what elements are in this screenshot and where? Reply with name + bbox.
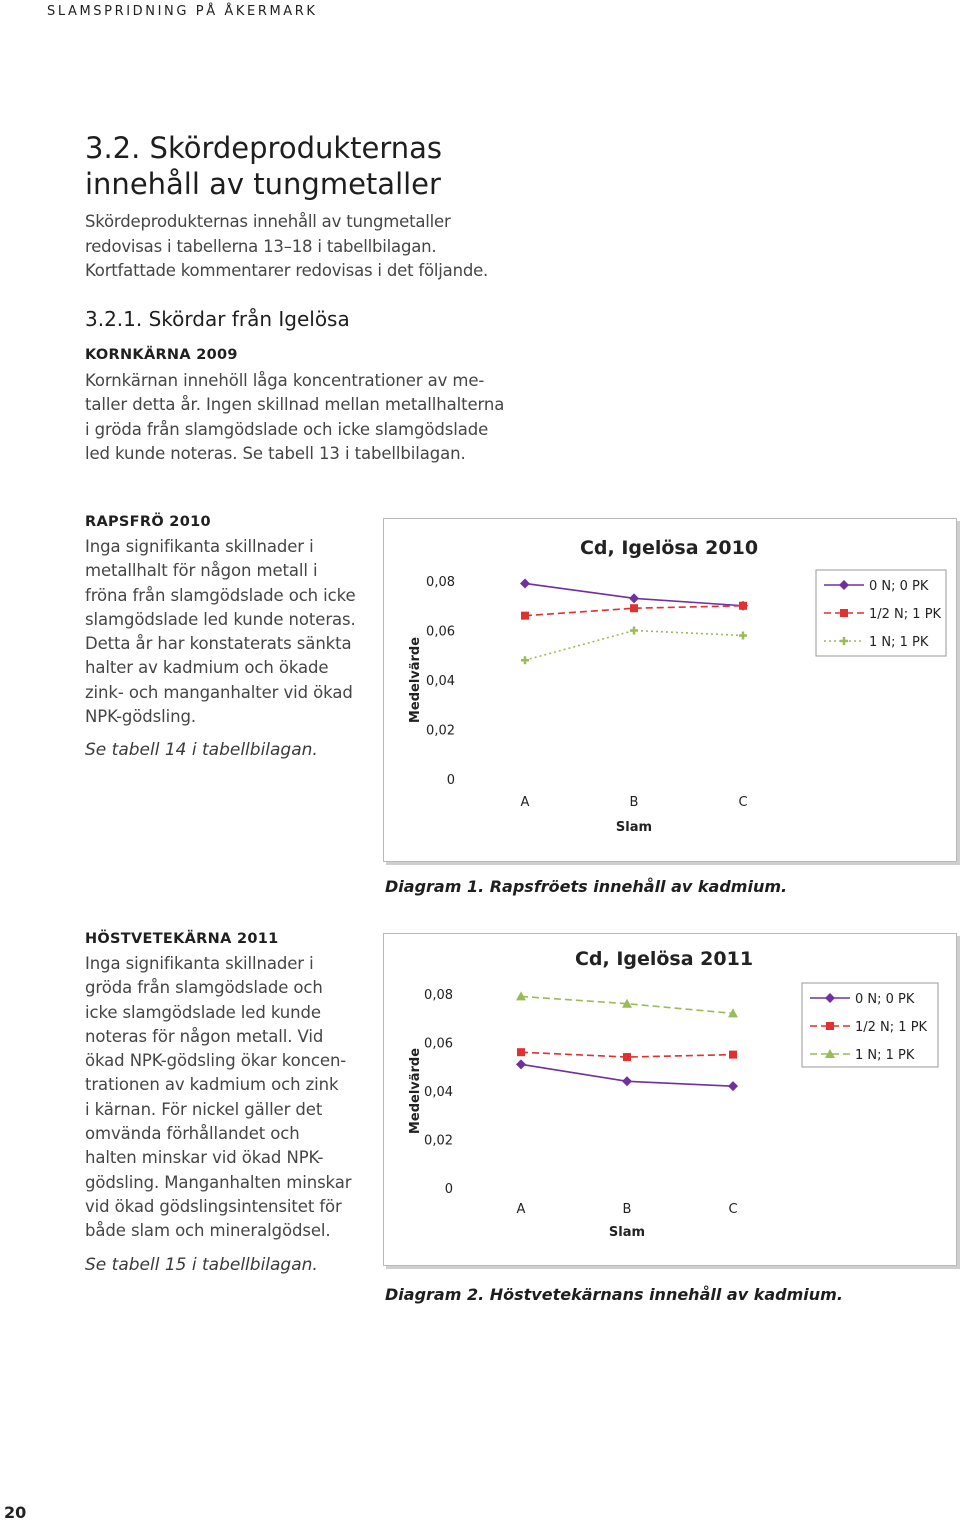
legend-label: 0 N; 0 PK bbox=[869, 579, 929, 594]
x-tick-label: A bbox=[520, 795, 530, 810]
y-tick-label: 0,02 bbox=[426, 723, 455, 739]
data-point-marker bbox=[728, 1081, 738, 1091]
series-2 bbox=[516, 991, 738, 1017]
chart-cd-2010-svg bbox=[383, 518, 957, 862]
legend-label: 1 N; 1 PK bbox=[855, 1048, 915, 1063]
y-tick-label: 0 bbox=[446, 773, 455, 788]
rapsfro-table-reference: Se tabell 14 i tabellbilagan. bbox=[85, 740, 318, 760]
y-tick-label: 0,04 bbox=[426, 674, 455, 689]
paragraph-line: Inga signifikanta skillnader i bbox=[85, 954, 314, 973]
running-head: SLAMSPRIDNING PÅ ÅKERMARK bbox=[47, 4, 318, 19]
data-point-marker bbox=[521, 612, 529, 620]
y-tick-label: 0,08 bbox=[426, 575, 455, 590]
paragraph-line: zink- och manganhalter vid ökad bbox=[85, 682, 353, 702]
paragraph-line: Detta år har konstaterats sänkta bbox=[85, 634, 352, 654]
paragraph-line: Inga signifikanta skillnader i bbox=[85, 537, 314, 556]
paragraph-line: fröna från slamgödslade och icke bbox=[85, 585, 356, 605]
legend-label: 1/2 N; 1 PK bbox=[869, 607, 942, 622]
x-tick-label: C bbox=[738, 795, 748, 810]
paragraph-line: Kornkärnan innehöll låga koncentrationer av me- bbox=[85, 371, 485, 390]
page-number: 20 bbox=[4, 1503, 27, 1522]
legend-label: 0 N; 0 PK bbox=[855, 992, 915, 1007]
x-tick-label: B bbox=[622, 1202, 632, 1217]
data-point-marker bbox=[623, 1053, 631, 1061]
chart-cd-igelosa-2010 bbox=[383, 518, 957, 862]
paragraph-line: i gröda från slamgödslade och icke slamgödslade bbox=[85, 419, 489, 439]
kornkarna-heading: KORNKÄRNA 2009 bbox=[85, 347, 238, 363]
hostvete-paragraph bbox=[85, 952, 351, 1244]
chart-title: Cd, Igelösa 2010 bbox=[579, 537, 759, 559]
paragraph-line: slamgödslade led kunde noteras. bbox=[85, 609, 356, 629]
data-point-marker bbox=[739, 602, 747, 610]
y-axis-label: Medelvärde bbox=[408, 1047, 423, 1135]
y-tick-label: 0,02 bbox=[424, 1133, 453, 1149]
data-point-marker bbox=[629, 593, 639, 603]
rapsfro-heading: RAPSFRÖ 2010 bbox=[85, 514, 211, 530]
data-point-marker bbox=[520, 578, 530, 588]
data-point-marker bbox=[521, 656, 529, 664]
diagram1-caption: Diagram 1. Rapsfröets innehåll av kadmium. bbox=[385, 877, 788, 896]
y-tick-label: 0,06 bbox=[424, 1036, 453, 1052]
x-axis-label: Slam bbox=[608, 1225, 646, 1240]
y-tick-label: 0,06 bbox=[426, 624, 455, 640]
paragraph-line: trationen av kadmium och zink bbox=[85, 1075, 339, 1095]
data-point-marker bbox=[517, 1048, 525, 1056]
intro-line: Kortfattade kommentarer redovisas i det följande. bbox=[85, 261, 489, 280]
data-point-marker bbox=[729, 1051, 737, 1059]
series-0 bbox=[516, 1059, 738, 1091]
subsection-title: 3.2.1. Skördar från Igelösa bbox=[85, 307, 350, 331]
paragraph-line: omvända förhållandet och bbox=[85, 1124, 300, 1144]
section-intro bbox=[85, 210, 525, 284]
paragraph-line: metallhalt för någon metall i bbox=[85, 561, 318, 581]
section-title-line: innehåll av tungmetaller bbox=[85, 167, 441, 201]
legend-label: 1/2 N; 1 PK bbox=[855, 1020, 928, 1035]
y-tick-label: 0,04 bbox=[424, 1085, 453, 1100]
x-tick-label: C bbox=[728, 1202, 738, 1217]
hostvete-heading: HÖSTVETEKÄRNA 2011 bbox=[85, 931, 279, 947]
paragraph-line: halten minskar vid ökad NPK- bbox=[85, 1148, 324, 1168]
paragraph-line: NPK-gödsling. bbox=[85, 707, 197, 727]
paragraph-line: gröda från slamgödslade och bbox=[85, 978, 323, 998]
diagram2-caption: Diagram 2. Höstvetekärnans innehåll av kadmium. bbox=[385, 1285, 843, 1304]
data-point-marker bbox=[516, 1059, 526, 1069]
series-1 bbox=[517, 1048, 737, 1061]
kornkarna-paragraph bbox=[85, 369, 504, 466]
data-point-marker bbox=[622, 1076, 632, 1086]
hostvete-table-reference: Se tabell 15 i tabellbilagan. bbox=[85, 1255, 318, 1275]
paragraph-line: gödsling. Manganhalten minskar bbox=[85, 1172, 352, 1192]
y-tick-label: 0 bbox=[444, 1182, 453, 1197]
series-line bbox=[525, 631, 743, 661]
intro-line: redovisas i tabellerna 13–18 i tabellbilagan. bbox=[85, 236, 437, 256]
x-tick-label: B bbox=[629, 795, 639, 810]
chart-title: Cd, Igelösa 2011 bbox=[574, 948, 754, 970]
data-point-marker bbox=[840, 609, 848, 617]
paragraph-line: noteras för någon metall. Vid bbox=[85, 1026, 324, 1046]
paragraph-line: taller detta år. Ingen skillnad mellan metallhalterna bbox=[85, 395, 505, 415]
paragraph-line: ökad NPK-gödsling ökar koncen- bbox=[85, 1051, 347, 1071]
rapsfro-paragraph bbox=[85, 535, 356, 729]
paragraph-line: icke slamgödslade led kunde bbox=[85, 1002, 321, 1022]
section-title bbox=[85, 130, 525, 202]
paragraph-line: både slam och mineralgödsel. bbox=[85, 1221, 331, 1241]
intro-line: Skördeprodukternas innehåll av tungmetaller bbox=[85, 212, 451, 231]
series-2 bbox=[521, 627, 747, 665]
section-title-line: 3.2. Skördeprodukternas bbox=[85, 131, 443, 165]
x-axis-label: Slam bbox=[615, 820, 653, 835]
data-point-marker bbox=[630, 604, 638, 612]
paragraph-line: i kärnan. För nickel gäller det bbox=[85, 1099, 323, 1119]
data-point-marker bbox=[739, 631, 747, 639]
legend-label: 1 N; 1 PK bbox=[869, 635, 929, 650]
chart-cd-igelosa-2011 bbox=[383, 933, 957, 1266]
x-tick-label: A bbox=[516, 1202, 526, 1217]
y-tick-label: 0,08 bbox=[424, 988, 453, 1003]
paragraph-line: halter av kadmium och ökade bbox=[85, 658, 329, 678]
paragraph-line: vid ökad gödslingsintensitet för bbox=[85, 1196, 342, 1216]
chart-cd-2011-svg bbox=[383, 933, 957, 1266]
paragraph-line: led kunde noteras. Se tabell 13 i tabellbilagan. bbox=[85, 443, 466, 463]
data-point-marker bbox=[630, 627, 638, 635]
data-point-marker bbox=[826, 1022, 834, 1030]
y-axis-label: Medelvärde bbox=[408, 636, 423, 724]
